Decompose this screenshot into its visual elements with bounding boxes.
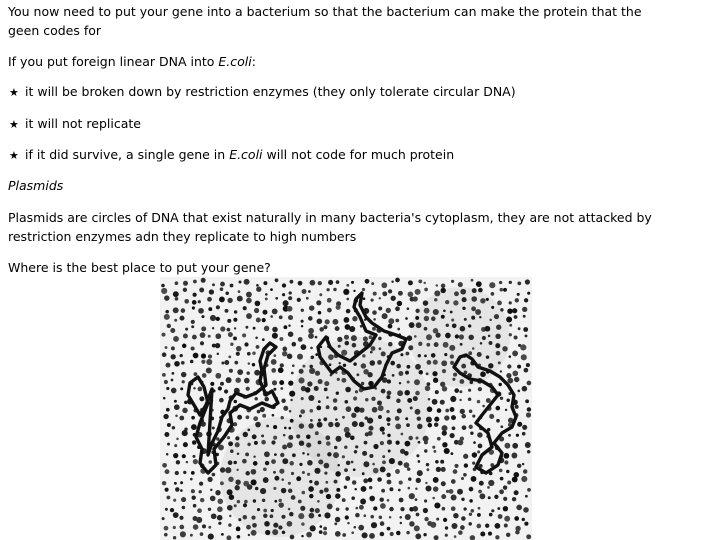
organism-name: E.coli xyxy=(218,54,252,69)
linear-dna-suffix: : xyxy=(251,54,256,69)
micrograph-speckles xyxy=(161,278,531,540)
question-text: Where is the best place to put your gene? xyxy=(8,260,271,275)
intro-text: You now need to put your gene into a bacterium so that the bacterium can make the protein that the geen codes for xyxy=(8,4,642,38)
plasmids-heading xyxy=(8,176,63,195)
organism-name: E.coli xyxy=(229,147,263,162)
bullet-item-2 xyxy=(9,114,141,134)
bullet-text-pre: if it did survive, a single gene in xyxy=(25,147,230,162)
bullet-text: it will be broken down by restriction enzymes (they only tolerate circular DNA) xyxy=(25,84,516,99)
star-bullet-icon: ★ xyxy=(9,86,19,99)
linear-dna-line xyxy=(8,52,256,71)
bullet-item-1 xyxy=(9,82,516,102)
micrograph-drawing xyxy=(160,277,532,540)
linear-dna-prefix: If you put foreign linear DNA into xyxy=(8,54,219,69)
bullet-item-3 xyxy=(9,145,454,165)
star-bullet-icon: ★ xyxy=(9,149,19,162)
bullet-text-post: will not code for much protein xyxy=(262,147,455,162)
star-bullet-icon: ★ xyxy=(9,118,19,131)
plasmids-description: Plasmids are circles of DNA that exist naturally in many bacteria's cytoplasm, they are not attacked by restriction enzymes adn they replicate to high numbers xyxy=(8,210,652,244)
plasmids-heading-text: Plasmids xyxy=(8,178,64,193)
bullet-text: it will not replicate xyxy=(25,116,141,131)
plasmid-micrograph-image xyxy=(160,277,532,540)
